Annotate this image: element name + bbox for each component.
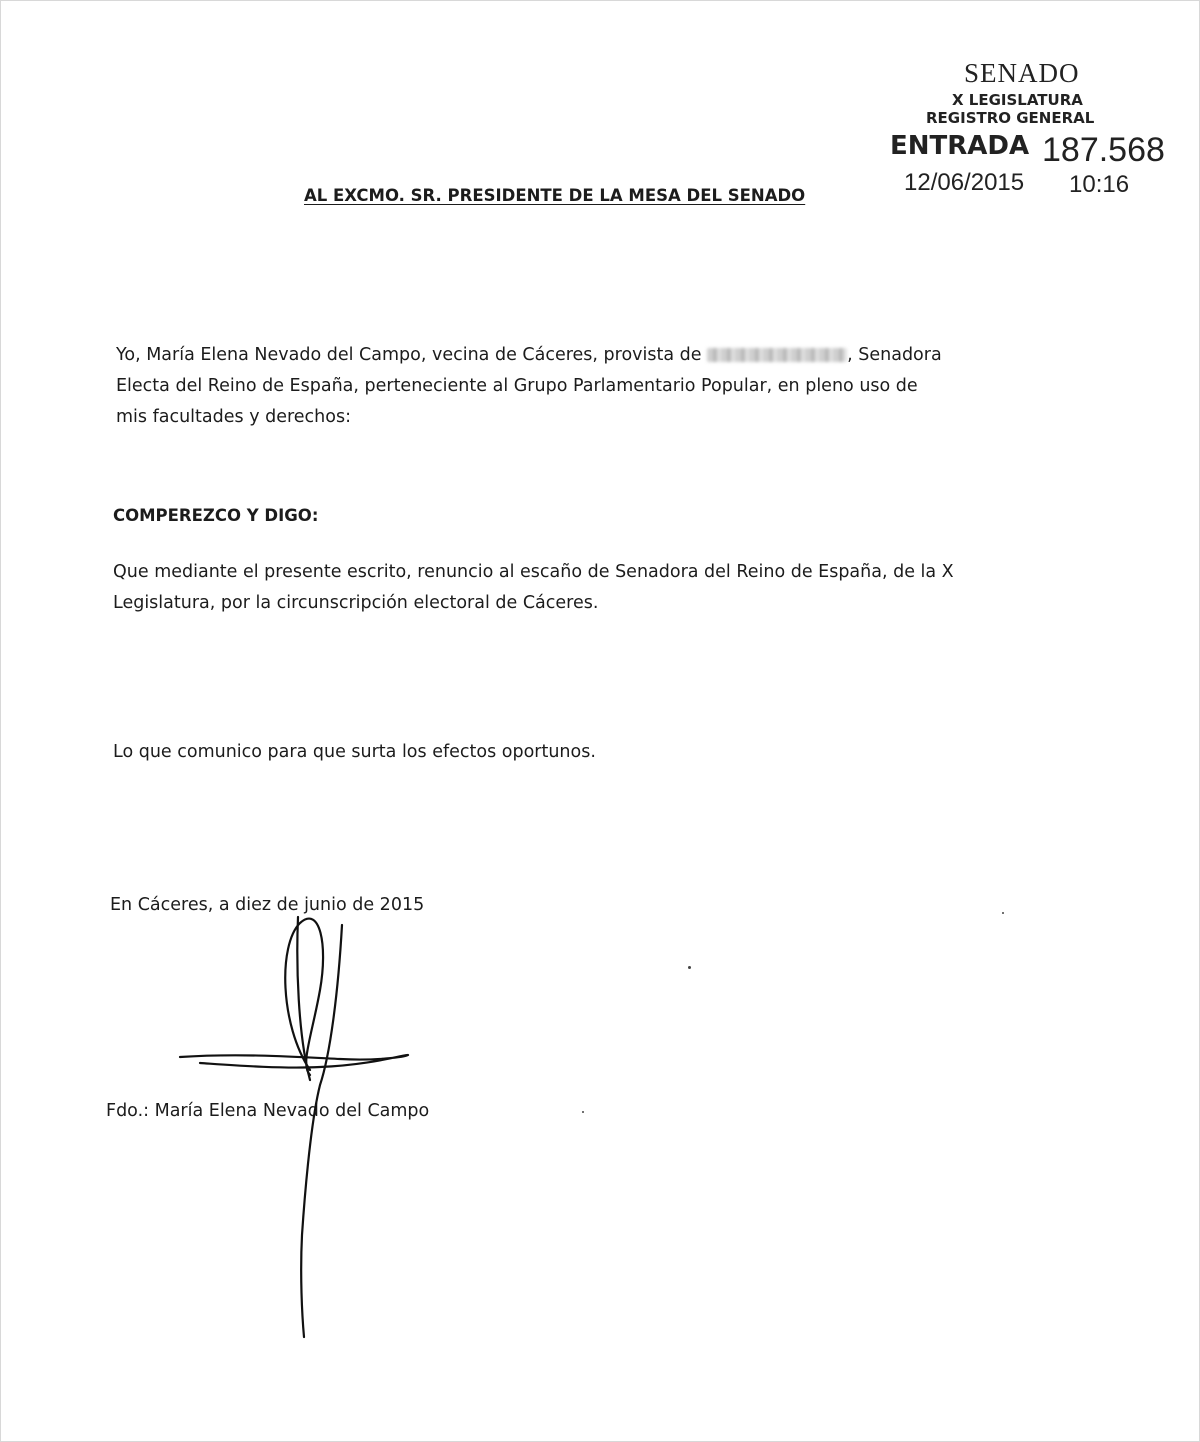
intro-line-1-after: , Senadora — [847, 345, 942, 365]
paper-speck — [688, 966, 691, 969]
stamp-date: 12/06/2015 — [904, 169, 1025, 196]
stamp-legislature: X LEGISLATURA — [952, 91, 1083, 109]
paper-speck — [1002, 912, 1004, 914]
stamp-time: 10:16 — [1069, 171, 1130, 198]
statement-line-1: Que mediante el presente escrito, renuncio al escaño de Senadora del Reino de España, de la X — [113, 562, 954, 582]
intro-line-1 — [116, 340, 942, 371]
signed-by: Fdo.: María Elena Nevado del Campo — [106, 1101, 430, 1121]
place-date: En Cáceres, a diez de junio de 2015 — [110, 895, 425, 915]
redacted-id — [707, 348, 847, 362]
signature-tail — [297, 917, 310, 1080]
intro-paragraph — [116, 340, 942, 433]
declaration-heading: COMPEREZCO Y DIGO: — [113, 506, 319, 525]
addressee-heading: AL EXCMO. SR. PRESIDENTE DE LA MESA DEL SENADO — [304, 186, 806, 205]
signature-crossbar — [180, 1055, 408, 1068]
statement-line-2: Legislatura, por la circunscripción electoral de Cáceres. — [113, 593, 599, 613]
intro-line-3: mis facultades y derechos: — [116, 407, 351, 427]
stamp-registry: REGISTRO GENERAL — [926, 109, 1095, 127]
paper-speck — [582, 1111, 584, 1113]
handwritten-signature — [170, 905, 430, 1345]
stamp-entry-label: ENTRADA — [890, 131, 1030, 161]
intro-line-2: Electa del Reino de España, perteneciente al Grupo Parlamentario Popular, en pleno uso de — [116, 376, 918, 396]
stamp-entry-number: 187.568 — [1042, 131, 1165, 169]
intro-line-1-before: Yo, María Elena Nevado del Campo, vecina de Cáceres, provista de — [116, 345, 702, 365]
closing-sentence: Lo que comunico para que surta los efectos oportunos. — [113, 742, 596, 762]
statement-paragraph — [113, 557, 954, 619]
stamp-institution: SENADO — [964, 58, 1080, 88]
